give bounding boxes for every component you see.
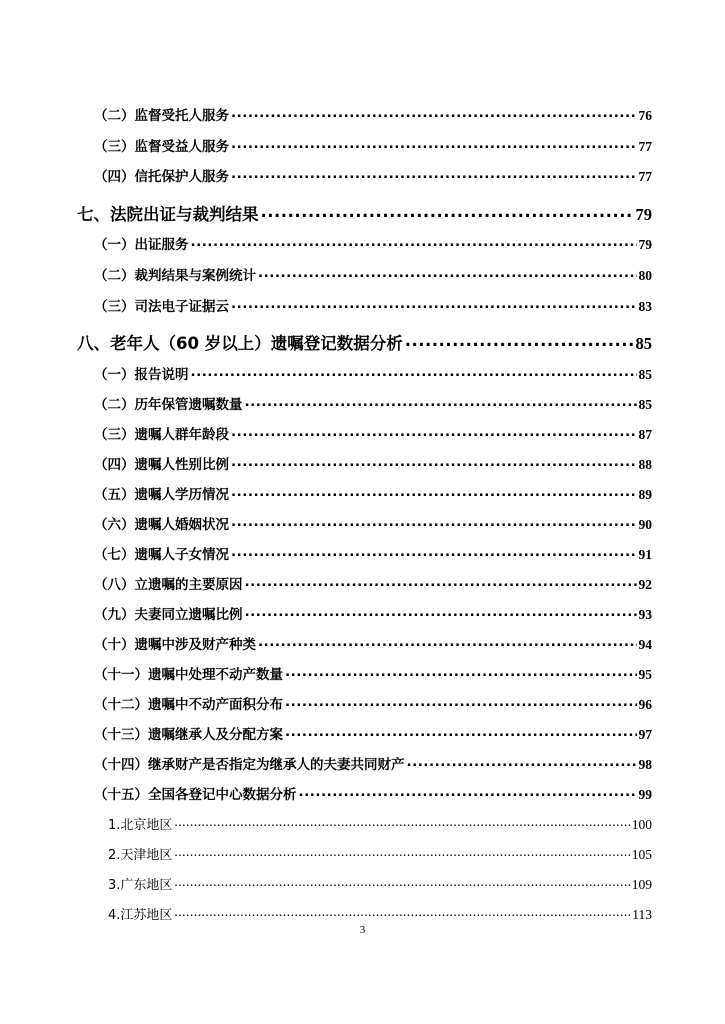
toc-leader-dots: [261, 204, 634, 221]
toc-entry-label: （三）监督受益人服务: [94, 139, 229, 155]
toc-entry-label: （九）夫妻同立遗嘱比例: [94, 607, 243, 623]
toc-chapter-entry[interactable]: [77, 201, 652, 225]
toc-entry[interactable]: [94, 295, 652, 315]
toc-subentry[interactable]: [108, 904, 652, 923]
toc-entry-label: （四）遗嘱人性别比例: [94, 457, 229, 473]
toc-leader-dots: [174, 846, 629, 860]
toc-entry-page: 95: [638, 667, 652, 682]
toc-leader-dots: [285, 726, 637, 740]
toc-entry[interactable]: [94, 753, 652, 773]
toc-entry-label: （二）监督受托人服务: [94, 108, 229, 124]
toc-leader-dots: [407, 756, 637, 770]
toc-leader-dots: [231, 486, 637, 500]
toc-chapter-entry[interactable]: [77, 330, 652, 354]
toc-entry[interactable]: [94, 453, 652, 473]
toc-entry-page: 80: [638, 268, 652, 283]
toc-leader-dots: [231, 516, 637, 530]
toc-subentry[interactable]: [108, 874, 652, 893]
toc-leader-dots: [285, 696, 637, 710]
toc-leader-dots: [258, 267, 637, 281]
toc-entry-page: 85: [638, 397, 652, 412]
toc-entry-page: 83: [638, 299, 652, 314]
toc-entry-label: 3.广东地区: [108, 878, 173, 893]
toc-entry-label: （三）遗嘱人群年龄段: [94, 427, 229, 443]
toc-entry-label: （二）历年保管遗嘱数量: [94, 397, 243, 413]
toc-entry-label: （八）立遗嘱的主要原因: [94, 577, 243, 593]
toc-entry[interactable]: [94, 423, 652, 443]
toc-entry-page: 96: [638, 697, 652, 712]
toc-entry-label: （十三）遗嘱继承人及分配方案: [94, 727, 283, 743]
toc-entry[interactable]: [94, 603, 652, 623]
toc-entry-label: （四）信托保护人服务: [94, 169, 229, 185]
toc-entry-page: 109: [631, 877, 652, 892]
toc-leader-dots: [191, 236, 637, 250]
toc-entry-label: 2.天津地区: [108, 848, 173, 863]
toc-leader-dots: [405, 333, 634, 350]
toc-subentry[interactable]: [108, 814, 652, 833]
toc-entry[interactable]: [94, 483, 652, 503]
toc-entry-label: （一）出证服务: [94, 237, 189, 253]
toc-leader-dots: [174, 816, 629, 830]
toc-subentry[interactable]: [108, 844, 652, 863]
toc-leader-dots: [245, 576, 637, 590]
toc-entry-page: 90: [638, 517, 652, 532]
toc-leader-dots: [231, 456, 637, 470]
toc-entry[interactable]: [94, 363, 652, 383]
toc-leader-dots: [231, 138, 637, 152]
toc-entry-label: （三）司法电子证据云: [94, 299, 229, 315]
toc-leader-dots: [245, 606, 637, 620]
toc-entry-page: 94: [638, 637, 652, 652]
toc-leader-dots: [231, 546, 637, 560]
toc-entry-page: 93: [638, 607, 652, 622]
toc-entry-page: 85: [638, 367, 652, 382]
toc-entry[interactable]: [94, 264, 652, 284]
toc-entry[interactable]: [94, 104, 652, 124]
toc-entry-label: 七、法院出证与裁判结果: [77, 205, 259, 224]
toc-entry[interactable]: [94, 165, 652, 185]
toc-entry-page: 100: [631, 817, 652, 832]
toc-entry[interactable]: [94, 573, 652, 593]
toc-entry[interactable]: [94, 393, 652, 413]
toc-entry-label: （十二）遗嘱中不动产面积分布: [94, 697, 283, 713]
toc-entry-page: 87: [638, 427, 652, 442]
toc-entry[interactable]: [94, 693, 652, 713]
toc-entry-label: （十四）继承财产是否指定为继承人的夫妻共同财产: [94, 757, 405, 773]
toc-entry-label: （十一）遗嘱中处理不动产数量: [94, 667, 283, 683]
toc-leader-dots: [191, 366, 637, 380]
toc-leader-dots: [285, 666, 637, 680]
toc-entry[interactable]: [94, 543, 652, 563]
toc-leader-dots: [231, 426, 637, 440]
toc-entry-page: 105: [631, 847, 652, 862]
toc-entry[interactable]: [94, 723, 652, 743]
toc-entry-page: 79: [635, 205, 652, 224]
toc-entry-page: 85: [635, 334, 652, 353]
toc-leader-dots: [299, 786, 637, 800]
toc-entry-label: （七）遗嘱人子女情况: [94, 547, 229, 563]
toc-entry-page: 76: [638, 108, 652, 123]
toc-entry-page: 89: [638, 487, 652, 502]
toc-entry-label: （二）裁判结果与案例统计: [94, 268, 256, 284]
toc-leader-dots: [231, 168, 637, 182]
toc-entry-page: 79: [638, 237, 652, 252]
toc-leader-dots: [231, 298, 637, 312]
toc-entry-label: （五）遗嘱人学历情况: [94, 487, 229, 503]
toc-entry[interactable]: [94, 633, 652, 653]
toc-entry-label: 八、老年人（60 岁以上）遗嘱登记数据分析: [77, 334, 403, 353]
toc-entry-page: 77: [638, 139, 652, 154]
toc-entry-label: （十五）全国各登记中心数据分析: [94, 787, 297, 803]
toc-entry-page: 99: [638, 787, 652, 802]
toc-entry[interactable]: [94, 783, 652, 803]
toc-leader-dots: [174, 876, 629, 890]
toc-entry-label: （十）遗嘱中涉及财产种类: [94, 637, 256, 653]
toc-leader-dots: [245, 396, 637, 410]
toc-leader-dots: [174, 906, 630, 920]
toc-entry-page: 91: [638, 547, 652, 562]
toc-entry-page: 92: [638, 577, 652, 592]
toc-entry-page: 98: [638, 757, 652, 772]
toc-entry-page: 97: [638, 727, 652, 742]
toc-entry[interactable]: [94, 663, 652, 683]
toc-entry-label: 4.江苏地区: [108, 908, 173, 923]
toc-entry-page: 88: [638, 457, 652, 472]
toc-leader-dots: [231, 107, 637, 121]
toc-entry[interactable]: [94, 513, 652, 533]
toc-entry-page: 113: [632, 907, 652, 922]
toc-entry-page: 77: [638, 169, 652, 184]
page-number: 3: [359, 924, 366, 936]
toc-entry-label: （六）遗嘱人婚姻状况: [94, 517, 229, 533]
toc-entry[interactable]: [94, 135, 652, 155]
toc-leader-dots: [258, 636, 637, 650]
toc-entry-label: （一）报告说明: [94, 367, 189, 383]
toc-entry[interactable]: [94, 233, 652, 253]
toc-entry-label: 1.北京地区: [108, 818, 173, 833]
